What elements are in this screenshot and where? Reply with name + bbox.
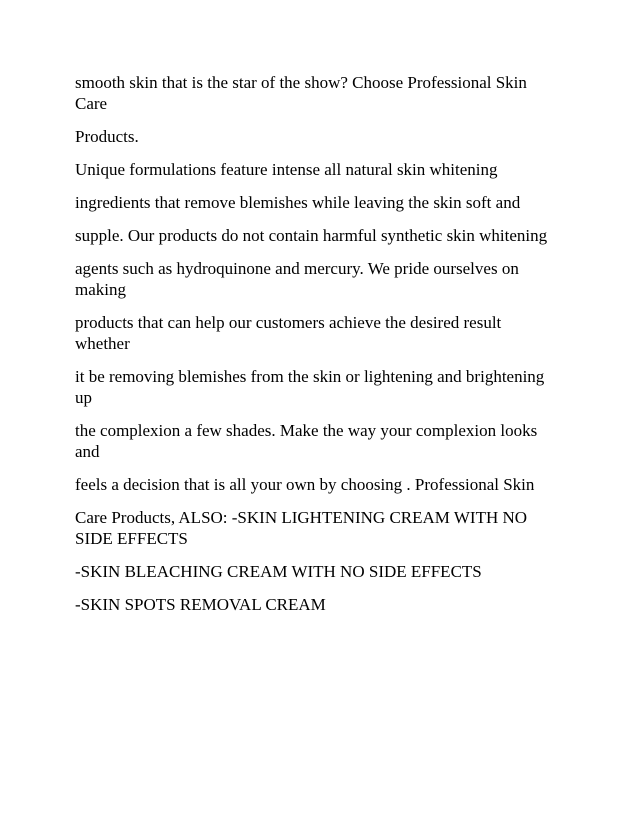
paragraph-12: -SKIN BLEACHING CREAM WITH NO SIDE EFFECTS (75, 562, 482, 581)
paragraph-3: Unique formulations feature intense all natural skin whitening (75, 160, 498, 179)
paragraph-2: Products. (75, 127, 139, 146)
paragraph-1: smooth skin that is the star of the show? Choose Professional Skin Care (75, 73, 527, 113)
paragraph-5: supple. Our products do not contain harmful synthetic skin whitening (75, 226, 548, 245)
paragraph-10: feels a decision that is all your own by choosing . Professional Skin (75, 475, 535, 494)
paragraph-6: agents such as hydroquinone and mercury. We pride ourselves on making (75, 259, 519, 299)
paragraph-9: the complexion a few shades. Make the way your complexion looks and (75, 421, 538, 461)
paragraph-8: it be removing blemishes from the skin or lightening and brightening up (75, 367, 545, 407)
document-body (75, 72, 555, 627)
paragraph-11: Care Products, ALSO: -SKIN LIGHTENING CREAM WITH NO SIDE EFFECTS (75, 508, 528, 548)
paragraph-13: -SKIN SPOTS REMOVAL CREAM (75, 595, 326, 614)
paragraph-4: ingredients that remove blemishes while leaving the skin soft and (75, 193, 521, 212)
paragraph-7: products that can help our customers achieve the desired result whether (75, 313, 502, 353)
